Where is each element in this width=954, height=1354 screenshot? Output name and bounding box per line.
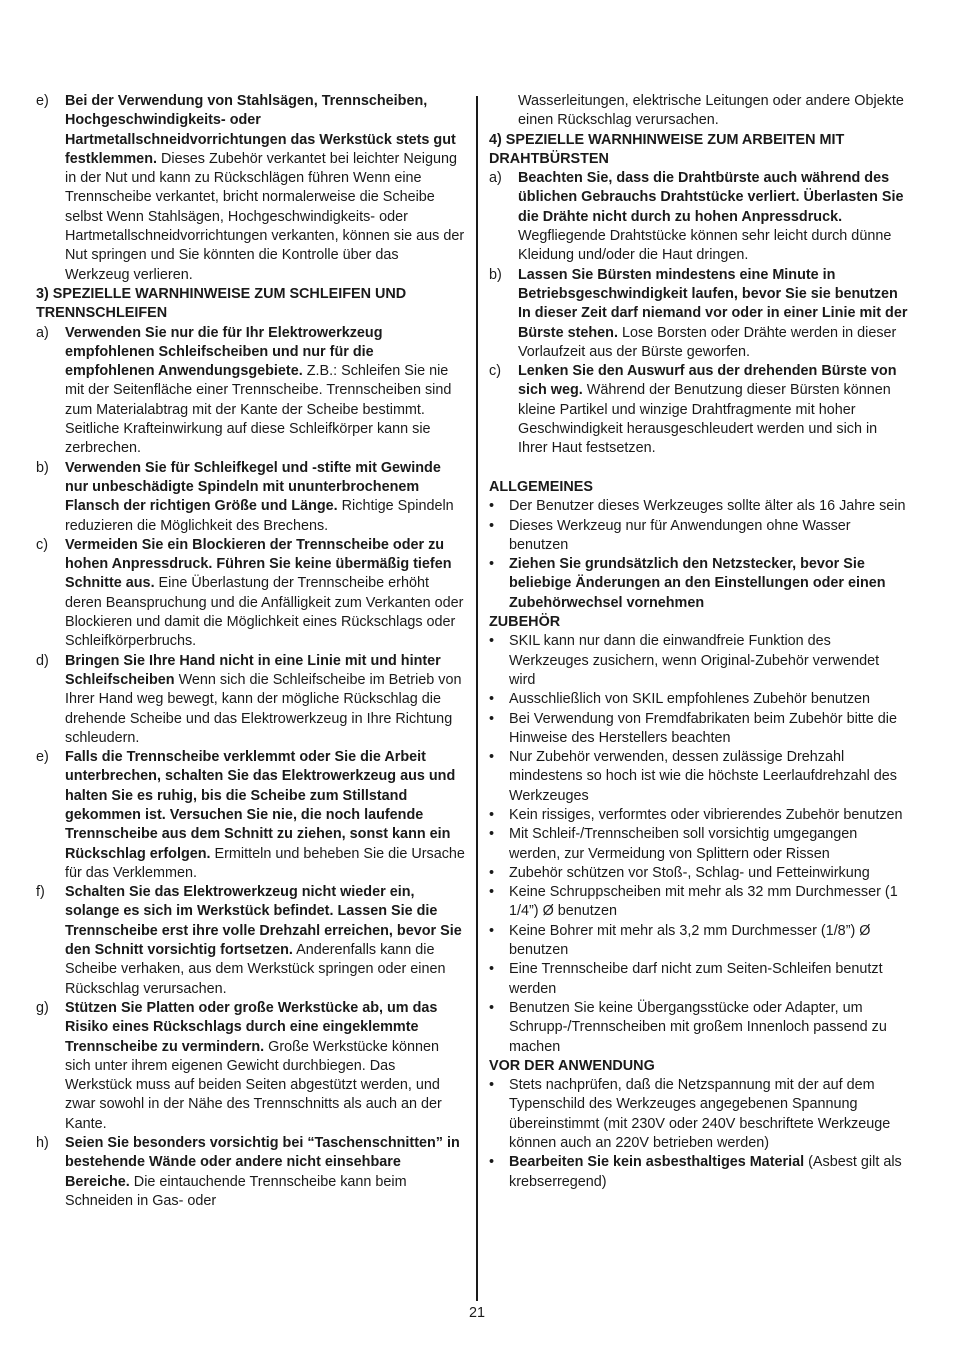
paragraph-text: Wasserleitungen, elektrische Leitungen oder andere Objekte einen Rückschlag verursachen.	[518, 93, 904, 129]
item-bold-text: Verwenden Sie für Schleifkegel und -stifte mit Gewinde nur unbeschädigte Spindeln mit ununterbrochenem Flansch der richtigen Größe und Länge.	[65, 459, 441, 515]
item-text: Während der Benutzung dieser Bürsten können kleine Partikel und winzige Drahtfragmente mit hoher Geschwindigkeit herausgeschleudert werden und sich in Ihrer Haut festsetzen.	[518, 382, 891, 457]
bullet-marker: •	[489, 517, 495, 534]
item-body	[65, 536, 466, 652]
item-bold-text: Bringen Sie Ihre Hand nicht in eine Linie mit und hinter Schleifscheiben	[65, 652, 441, 688]
warning-item	[489, 362, 909, 458]
item-body	[509, 883, 909, 922]
warning-item	[36, 92, 466, 285]
bullet-marker: •	[489, 710, 495, 727]
item-bold-text: Stützen Sie Platten oder große Werkstücke ab, um das Risiko eines Rückschlags durch eine eingeklemmte Trennscheibe zu vermindern.	[65, 999, 438, 1055]
bullet-marker: •	[489, 922, 495, 939]
warning-item	[36, 883, 466, 999]
bullet-item	[489, 922, 909, 961]
section-heading: 4) SPEZIELLE WARNHINWEISE ZUM ARBEITEN MIT DRAHTBÜRSTEN	[489, 131, 845, 167]
bullet-marker: •	[489, 691, 495, 708]
item-marker: e)	[36, 749, 49, 766]
item-text: Eine Überlastung der Trennscheibe erhöht deren Beanspruchung und die Anfälligkeit zum Verkanten oder Blockieren und damit die Möglichkeit eines Rückschlags oder Schleifkörperbruchs.	[65, 575, 464, 650]
item-bold-text: Schalten Sie das Elektrowerkzeug nicht wieder ein, solange es sich im Werkstück befindet. Lassen Sie die Trennscheibe erst ihre volle Drehzahl erreichen, bevor Sie den Schnitt vorsichtig fortsetzen.	[65, 884, 462, 959]
bullet-marker: •	[489, 864, 495, 881]
item-body	[65, 92, 466, 285]
item-marker: g)	[36, 999, 49, 1016]
item-text: Keine Bohrer mit mehr als 3,2 mm Durchmesser (1/8”) Ø benutzen	[509, 922, 871, 959]
bullet-item	[489, 497, 909, 516]
item-text: Ausschließlich von SKIL empfohlenes Zubehör benutzen	[509, 691, 871, 708]
item-body	[65, 748, 466, 883]
warning-item	[36, 999, 466, 1134]
item-body	[509, 710, 909, 749]
item-bold-text: Vermeiden Sie ein Blockieren der Trennscheibe oder zu hohen Anpressdruck. Führen Sie keine übermäßig tiefen Schnitte aus.	[65, 536, 452, 592]
item-marker: e)	[36, 93, 49, 109]
bullet-item	[489, 864, 909, 883]
item-body	[509, 748, 909, 806]
item-body	[509, 632, 909, 690]
item-body	[509, 517, 909, 556]
bullet-marker: •	[489, 749, 495, 766]
item-text: Ermitteln und beheben Sie die Ursache für das Verklemmen.	[65, 845, 465, 881]
bullet-item	[489, 883, 909, 922]
item-bold-text: Verwenden Sie nur die für Ihr Elektrowerkzeug empfohlenen Schleifscheiben und nur für die empfohlenen Anwendungsgebiete.	[65, 324, 383, 380]
left-column	[36, 92, 466, 1211]
bullet-marker: •	[489, 806, 495, 823]
item-text: Wegfliegende Drahtstücke können sehr leicht durch dünne Kleidung und/oder die Haut dringen.	[518, 228, 892, 264]
item-text: Dieses Werkzeug nur für Anwendungen ohne Wasser benutzen	[509, 517, 851, 553]
bullet-marker: •	[489, 498, 495, 515]
item-text: Der Benutzer dieses Werkzeuges sollte älter als 16 Jahre sein	[509, 498, 906, 515]
item-body	[509, 960, 909, 999]
item-bold-text: Ziehen Sie grundsätzlich den Netzstecker, bevor Sie beliebige Änderungen an den Einstellungen oder einen Zubehörwechsel vornehmen	[509, 556, 886, 611]
bullet-item	[489, 1076, 909, 1153]
item-body	[509, 825, 909, 864]
bullet-item	[489, 999, 909, 1057]
item-body	[65, 324, 466, 459]
item-text: Z.B.: Schleifen Sie nie mit der Seitenfläche einer Trennscheibe. Trennscheiben sind zum Materialabtrag mit der Kante der Scheibe bestimmt. Seitliche Krafteinwirkung auf diese Schleifkörper kann sie zerbrechen.	[65, 363, 452, 457]
item-body	[65, 652, 466, 748]
bullet-item	[489, 806, 909, 825]
item-bold-text: Falls die Trennscheibe verklemmt oder Sie die Arbeit unterbrechen, schalten Sie das Elektrowerkzeug aus und halten Sie es ruhig, bis die Scheibe zum Stillstand gekommen ist. Versuchen Sie nie, die noch laufende Trennscheibe aus dem Schnitt zu ziehen, sonst kann ein Rückschlag erfolgen.	[65, 749, 456, 862]
item-text: Stets nachprüfen, daß die Netzspannung mit der auf dem Typenschild des Werkzeuges angegebenen Spannung übereinstimmt (mit 230V oder 240V beschriftete Werkzeuge können auch an 220V betrieben werden)	[509, 1077, 891, 1152]
item-marker: b)	[489, 266, 502, 283]
warning-item	[489, 169, 909, 265]
item-bold-text: Seien Sie besonders vorsichtig bei “Taschenschnitten” in bestehende Wände oder andere nicht einsehbare Bereiche.	[65, 1135, 460, 1190]
item-marker: c)	[489, 363, 501, 380]
bullet-item	[489, 555, 909, 613]
item-text: Kein rissiges, verformtes oder vibrierendes Zubehör benutzen	[509, 806, 903, 823]
section-heading: ZUBEHÖR	[489, 614, 561, 631]
item-text: Wenn sich die Schleifscheibe im Betrieb von Ihrer Hand weg bewegt, kann der mögliche Rückschlag die drehende Scheibe und das Elektrowerkzeug in Ihre Richtung schleudern.	[65, 671, 462, 746]
item-body	[65, 459, 466, 536]
bullet-item	[489, 960, 909, 999]
warning-item	[489, 266, 909, 362]
item-text: Nur Zubehör verwenden, dessen zulässige Drehzahl mindestens so hoch ist wie die höchste Leerlaufdrehzahl des Werkzeuges	[509, 749, 897, 804]
section-heading: 3) SPEZIELLE WARNHINWEISE ZUM SCHLEIFEN UND TRENNSCHLEIFEN	[36, 285, 407, 322]
item-body	[509, 497, 909, 516]
item-body	[509, 1153, 909, 1192]
warning-item	[36, 652, 466, 748]
column-divider	[476, 96, 478, 1301]
item-text: Große Werkstücke können sich unter ihrem eigenen Gewicht durchbiegen. Das Werkstück muss auf beiden Seiten abgestützt werden, und zwar sowohl in der Nähe des Trennschnitts als auch an der Kante.	[65, 1038, 442, 1132]
item-body	[509, 999, 909, 1057]
bullet-item	[489, 748, 909, 806]
item-body	[65, 999, 466, 1134]
bullet-marker: •	[489, 884, 495, 901]
item-text: Anderenfalls kann die Scheibe verhaken, aus dem Werkstück springen oder einen Rückschlag verursachen.	[65, 942, 446, 997]
item-body	[509, 806, 909, 825]
item-marker: h)	[36, 1135, 49, 1152]
item-marker: d)	[36, 652, 49, 669]
item-body	[65, 1134, 466, 1211]
section-heading: ALLGEMEINES	[489, 478, 593, 495]
item-bold-text: Lassen Sie Bürsten mindestens eine Minute in Betriebsgeschwindigkeit laufen, bevor Sie sie benutzen In dieser Zeit darf niemand vor oder in einer Linie mit der Bürste stehen.	[518, 266, 908, 341]
item-body	[518, 169, 909, 265]
bullet-marker: •	[489, 633, 495, 650]
bullet-marker: •	[489, 1077, 495, 1094]
item-bold-text: Bei der Verwendung von Stahlsägen, Trennscheiben, Hochgeschwindigkeits- oder Hartmetallschneidvorrichtungen das Werkstück stets gut festklemmen.	[65, 93, 456, 167]
spacer	[489, 459, 909, 478]
item-text: Die eintauchende Trennscheibe kann beim Schneiden in Gas- oder	[65, 1173, 407, 1209]
item-text: Keine Schruppscheiben mit mehr als 32 mm Durchmesser (1 1/4”) Ø benutzen	[509, 884, 898, 920]
item-body	[65, 883, 466, 999]
bullet-item	[489, 825, 909, 864]
item-text: Eine Trennscheibe darf nicht zum Seiten-Schleifen benutzt werden	[509, 961, 883, 997]
item-marker: f)	[36, 884, 45, 901]
bullet-marker: •	[489, 1154, 495, 1171]
item-body	[518, 362, 909, 458]
item-text: Mit Schleif-/Trennscheiben soll vorsichtig umgegangen werden, zur Vermeidung von Splittern oder Rissen	[509, 826, 858, 862]
bullet-item	[489, 1153, 909, 1192]
warning-item	[36, 324, 466, 459]
item-marker: b)	[36, 459, 49, 476]
item-text: Benutzen Sie keine Übergangsstücke oder Adapter, um Schrupp-/Trennscheiben mit großem Innenloch passend zu machen	[509, 999, 887, 1055]
item-text: Richtige Spindeln reduzieren die Möglichkeit des Brechens.	[65, 498, 454, 534]
bullet-marker: •	[489, 826, 495, 843]
item-body	[509, 922, 909, 961]
item-body	[509, 690, 909, 709]
item-marker: a)	[36, 324, 49, 341]
bullet-marker: •	[489, 999, 495, 1016]
warning-item	[36, 748, 466, 883]
item-bold-text: Lenken Sie den Auswurf aus der drehenden Bürste von sich weg.	[518, 363, 897, 399]
item-text: (Asbest gilt als krebserregend)	[509, 1154, 902, 1190]
warning-item	[36, 536, 466, 652]
warning-item	[36, 1134, 466, 1211]
bullet-item	[489, 632, 909, 690]
item-bold-text: Beachten Sie, dass die Drahtbürste auch während des üblichen Gebrauchs Drahtstücke verliert. Überlasten Sie die Drähte nicht durch zu hohen Anpressdruck.	[518, 170, 904, 225]
bullet-marker: •	[489, 556, 495, 573]
section-heading: VOR DER ANWENDUNG	[489, 1057, 655, 1074]
item-text: Zubehör schützen vor Stoß-, Schlag- und Fetteinwirkung	[509, 864, 870, 881]
item-bold-text: Bearbeiten Sie kein asbesthaltiges Material	[509, 1154, 805, 1171]
bullet-item	[489, 690, 909, 709]
item-text: Lose Borsten oder Drähte werden in dieser Vorlaufzeit aus der Bürste geworfen.	[518, 324, 897, 360]
bullet-item	[489, 710, 909, 749]
item-body	[509, 555, 909, 613]
item-body	[509, 1076, 909, 1153]
right-column	[489, 92, 909, 1192]
item-body	[518, 266, 909, 362]
page-number: 21	[468, 1305, 485, 1321]
bullet-marker: •	[489, 961, 495, 978]
item-body	[509, 864, 909, 883]
item-marker: a)	[489, 170, 502, 187]
item-marker: c)	[36, 536, 48, 553]
warning-item	[36, 459, 466, 536]
bullet-item	[489, 517, 909, 556]
item-text: Bei Verwendung von Fremdfabrikaten beim Zubehör bitte die Hinweise des Herstellers beachten	[509, 710, 897, 746]
item-text: Dieses Zubehör verkantet bei leichter Neigung in der Nut und kann zu Rückschlägen führen Wenn eine Trennscheibe verkantet, bricht normalerweise die Scheibe selbst Wenn Stahlsägen, Hochgeschwindigkeits- oder Hartmetallschneidvorrichtungen verkanten, können sie aus der Nut springen und Sie könnten die Kontrolle über das Werkzeug verlieren.	[65, 150, 465, 283]
continued-paragraph	[489, 92, 909, 131]
item-text: SKIL kann nur dann die einwandfreie Funktion des Werkzeuges zusichern, wenn Original-Zubehör verwendet wird	[509, 633, 880, 688]
